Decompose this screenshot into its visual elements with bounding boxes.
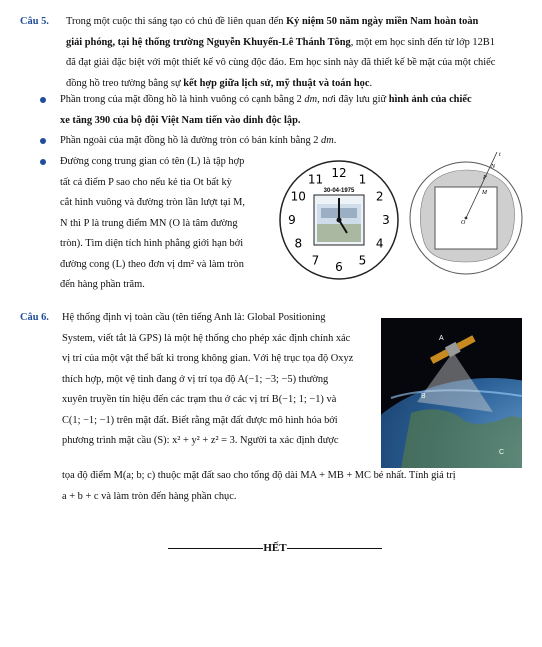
question-6-label: Câu 6. [20, 312, 49, 323]
point-o [465, 217, 468, 220]
bullet-curve-part: Đường cong trung gian có tên (L) là tập hợp tất cả điểm P sao cho nếu kẻ tia Ot bất kỳ cắt hình vuông và đường tròn lần lượt tại M, N thì P là trung điểm MN (O là tâm đường tròn). Tìm diện tích hình phẳng giới hạn bởi đường cong (L) theo đơn vị dm² và làm tròn đến hàng phần trăm. [60, 156, 246, 290]
label-a: A [439, 335, 444, 342]
label-m: M [482, 190, 487, 196]
question-6-text: Hệ thống định vị toàn cầu (tên tiếng Anh là: Global Positioning System, viết tắt là GPS) là một hệ thống cho phép xác định chính xác vị trí của một vật thể bất kì trong không gian. Với hệ trục tọa độ Oxyz thích hợp, một vệ tinh đang ở vị trí tọa độ A(−1; −3; −5) thường xuyên truyền tín hiệu đến các trạm thu ở các vị trí B(−1; 1; −1) và C(1; −1; −1) trên mặt đất. Biết rằng mặt đất được mô hình hóa bởi phương trình mặt cầu (S): x² + y² + z² = 3. Người ta xác định được [62, 312, 354, 446]
bullet-dot [40, 97, 46, 103]
end-text: HẾT [263, 542, 287, 554]
end-rule-left [168, 548, 263, 549]
question-5-intro: Trong một cuộc thi sáng tạo có chủ đề liên quan đến Kỷ niệm 50 năm ngày miền Nam hoàn toàn giải phóng, tại hệ thống trường Nguyễn Khuyến-Lê Thánh Tông, một em học sinh đến từ lớp 12B1 đã đạt giải đặc biệt với một thiết kế vô cùng độc đáo. Em học sinh này đã thiết kế bề mặt của một chiếc đồng hồ treo tường bằng sự kết hợp giữa lịch sử, mỹ thuật và toán học. [66, 16, 496, 89]
clock-numeral: 3 [382, 213, 390, 227]
end-rule-right [287, 548, 382, 549]
label-o: O [461, 220, 466, 226]
label-c: C [499, 449, 505, 456]
question-6-text-end: tọa độ điểm M(a; b; c) thuộc mặt đất sao cho tổng độ dài MA + MB + MC bé nhất. Tính giá trị a + b + c và làm tròn đến hàng phần chục. [62, 470, 456, 502]
clock-numeral: 8 [294, 236, 303, 251]
clock-numeral: 1 [358, 172, 367, 187]
geometry-figure [407, 150, 527, 278]
clock-numeral: 4 [375, 236, 384, 251]
label-p: P [483, 175, 487, 181]
clock-numeral: 10 [290, 189, 306, 204]
clock-center [337, 218, 342, 223]
clock-numeral: 5 [358, 253, 367, 268]
end-marker [160, 542, 390, 554]
clock-numeral: 9 [288, 213, 296, 227]
bullet-dot [40, 159, 46, 165]
clock-numeral: 7 [311, 253, 320, 268]
label-t: t [499, 152, 501, 158]
school-phrase: giải phóng, tại hệ thống trường Nguyễn Khuyến-Lê Thánh Tông [66, 36, 351, 48]
clock-date: 30-04-1975 [323, 188, 355, 194]
label-b: B [421, 393, 426, 400]
bullet-circle-part: Phần ngoài của mặt đồng hồ là đường tròn có bán kính bằng 2 dm. [60, 135, 337, 146]
bullet-dot [40, 138, 46, 144]
anniversary-phrase: Kỷ niệm 50 năm ngày miền Nam hoàn toàn [286, 16, 479, 27]
label-n: N [491, 164, 496, 170]
palace-lawn [317, 224, 361, 242]
clock-figure [277, 158, 401, 282]
question-5-label: Câu 5. [20, 16, 49, 27]
clock-numeral: 12 [331, 166, 347, 180]
clock-numeral: 2 [375, 189, 384, 204]
satellite-earth-image [381, 318, 522, 468]
bullet-square-part: Phần trong của mặt đồng hồ là hình vuông có cạnh bằng 2 dm, nơi đây lưu giữ hình ảnh của chiếc xe tăng 390 của bộ đội Việt Nam tiến vào dinh độc lập. [60, 94, 472, 126]
clock-numeral: 6 [335, 260, 343, 274]
clock-numeral: 11 [307, 172, 324, 187]
